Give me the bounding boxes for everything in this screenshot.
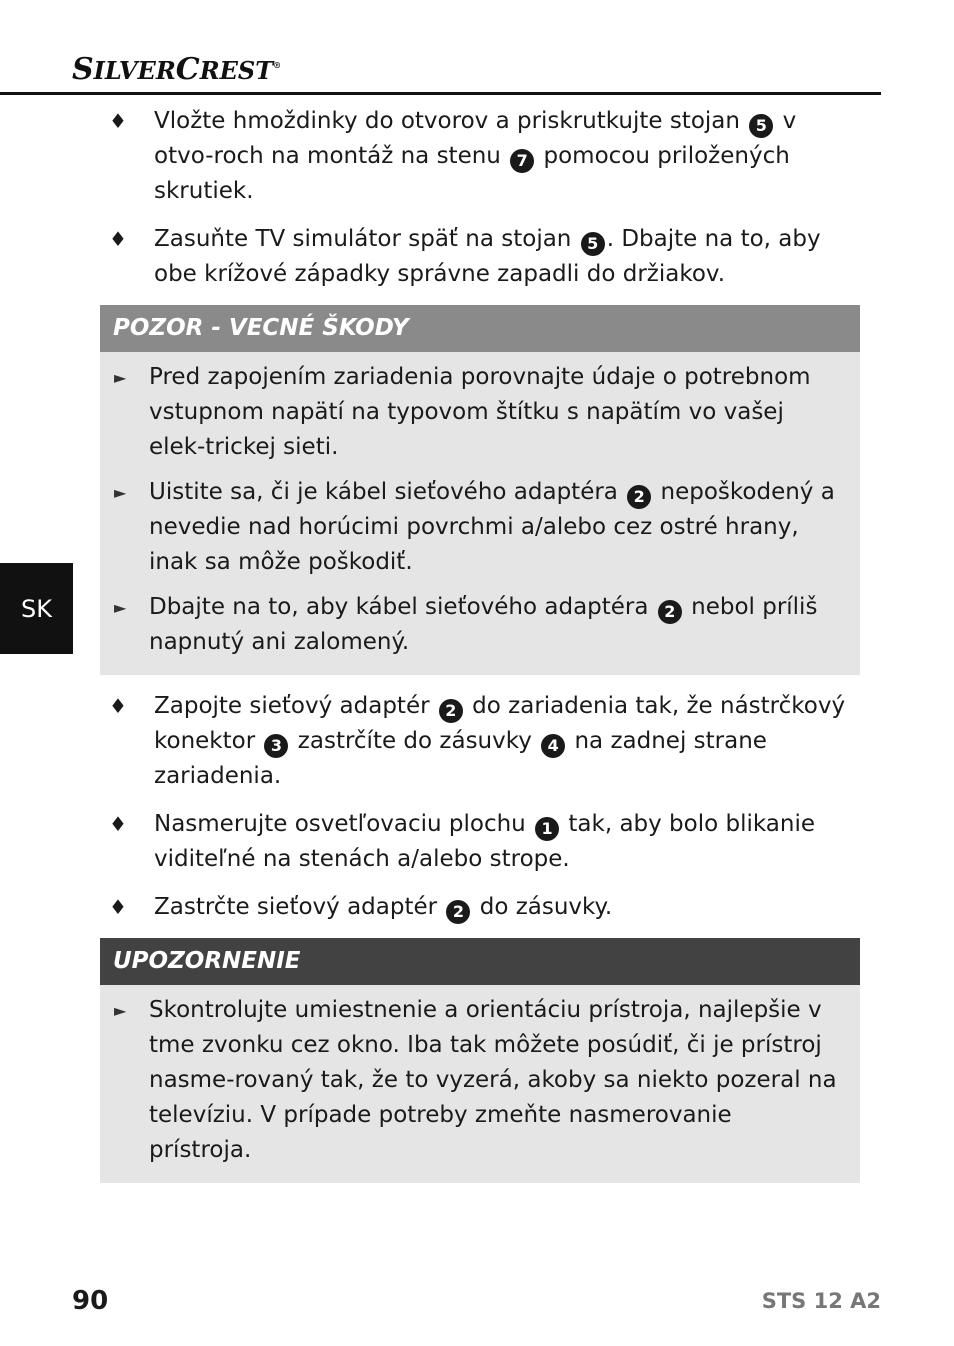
- step-item: ♦ Vložte hmoždinky do otvorov a priskrutkujte stojan 5 v otvo-roch na montáž na stenu 7 pomocou priložených skrutiek.: [100, 104, 860, 209]
- number-1-icon: 1: [535, 817, 559, 841]
- diamond-bullet-icon: ♦: [109, 109, 127, 133]
- number-2-icon: 2: [627, 485, 651, 509]
- page-number: 90: [72, 1286, 109, 1316]
- diamond-bullet-icon: ♦: [109, 812, 127, 836]
- number-2-icon: 2: [658, 600, 682, 624]
- number-2-icon: 2: [446, 900, 470, 924]
- note-title: UPOZORNENIE: [100, 938, 860, 985]
- model-number: STS 12 A2: [761, 1289, 881, 1313]
- warning-item: ► Dbajte na to, aby kábel sieťového adaptéra 2 nebol príliš napnutý ani zalomený.: [149, 590, 840, 660]
- warning-title: POZOR - VECNÉ ŠKODY: [100, 305, 860, 352]
- diamond-bullet-icon: ♦: [109, 895, 127, 919]
- arrow-bullet-icon: ►: [114, 598, 127, 617]
- arrow-bullet-icon: ►: [114, 1001, 127, 1020]
- diamond-bullet-icon: ♦: [109, 694, 127, 718]
- warning-body: [100, 352, 860, 675]
- diamond-bullet-icon: ♦: [109, 227, 127, 251]
- number-2-icon: 2: [439, 699, 463, 723]
- arrow-bullet-icon: ►: [114, 483, 127, 502]
- step-item: ♦ Nasmerujte osvetľovaciu plochu 1 tak, aby bolo blikanie viditeľné na stenách a/alebo strope.: [100, 807, 860, 877]
- warning-item: ► Uistite sa, či je kábel sieťového adaptéra 2 nepoškodený a nevedie nad horúcimi povrchmi a/alebo cez ostré hrany, inak sa môže poškodiť.: [149, 475, 840, 580]
- step-item: ♦ Zasuňte TV simulátor späť na stojan 5 . Dbajte na to, aby obe krížové západky správne zapadli do držiakov.: [100, 222, 860, 292]
- number-5-icon: 5: [581, 232, 605, 256]
- number-4-icon: 4: [541, 734, 565, 758]
- warning-item: ► Pred zapojením zariadenia porovnajte údaje o potrebnom vstupnom napätí na typovom štítku s napätím vo vašej elek-trickej sieti.: [149, 360, 840, 465]
- arrow-bullet-icon: ►: [114, 368, 127, 387]
- note-box: [100, 938, 860, 1183]
- number-7-icon: 7: [510, 149, 534, 173]
- page-content: [100, 104, 860, 1197]
- note-item: ► Skontrolujte umiestnenie a orientáciu prístroja, najlepšie v tme zvonku cez okno. Iba tak môžete posúdiť, či je prístroj nasme-rovaný tak, že to vyzerá, akoby sa niekto pozeral na televíziu. V prípade potreby zmeňte nasmerovanie prístroja.: [149, 993, 840, 1168]
- header-rule: [0, 92, 881, 95]
- note-body: [100, 985, 860, 1183]
- language-tab: SK: [0, 563, 73, 654]
- number-3-icon: 3: [264, 734, 288, 758]
- step-item: ♦ Zastrčte sieťový adaptér 2 do zásuvky.: [100, 890, 860, 925]
- step-item: ♦ Zapojte sieťový adaptér 2 do zariadenia tak, že nástrčkový konektor 3 zastrčíte do zásuvky 4 na zadnej strane zariadenia.: [100, 689, 860, 794]
- brand-logo: SILVERCREST®: [72, 52, 282, 87]
- warning-box: [100, 305, 860, 675]
- number-5-icon: 5: [749, 114, 773, 138]
